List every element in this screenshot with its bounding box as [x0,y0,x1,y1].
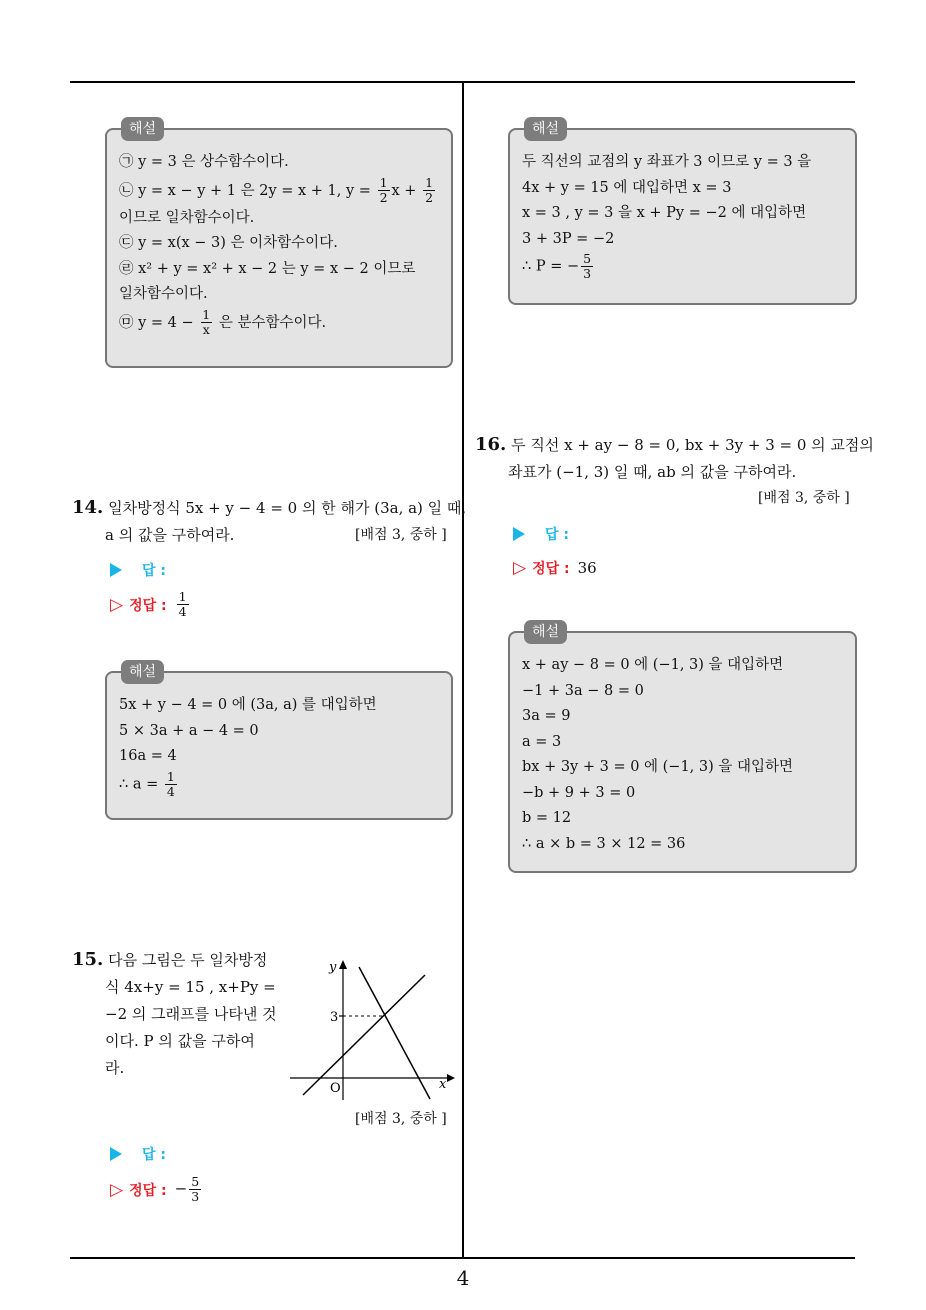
question-number: 16. [475,434,507,455]
solution-line: −1 + 3a − 8 = 0 [522,682,644,699]
solution-line: a = 3 [522,733,562,750]
solution-box-15 [508,121,857,305]
correct-answer: $\frac{1}{4}$ [178,589,187,619]
correct-answer-row-16 [513,558,597,578]
play-icon [110,563,122,577]
question-text: 식 4x+y = 15 , x+Py = [105,978,276,996]
solution-box-13 [105,121,453,368]
correct-label: 정답 : [129,1182,167,1199]
triangle-outline-icon: ▷ [110,1179,124,1200]
solution-line: b = 12 [522,810,572,826]
question-text: 라. [105,1059,125,1077]
points-badge: [배점 3, 중하 ] [758,490,850,506]
answer-row-16 [513,524,569,544]
solution-line: 3a = 9 [522,708,571,724]
solution-line: x = 3 , y = 3 을 x + Py = −2 에 대입하면 [522,205,807,221]
solution-line: x + ay − 8 = 0 에 (−1, 3) 을 대입하면 [522,657,784,673]
question-text: 두 직선 x + ay − 8 = 0, bx + 3y + 3 = 0 의 교점의 [511,436,874,454]
solution-line: 4x + y = 15 에 대입하면 x = 3 [522,179,732,196]
solution-line: ㉠ y = 3 은 상수함수이다. [119,154,289,170]
correct-label: 정답 : [129,597,167,614]
correct-answer: 36 [577,559,597,577]
question-number: 14. [72,497,104,518]
solution-tab: 해설 [121,117,164,141]
solution-box-16 [508,624,857,873]
solution-line: ㉡ y = x − y + 1 은 2y = x + 1, y = $\frac{1}{2}$ x + $\frac{1}{2}$ [119,175,434,205]
tick-label: 3 [330,1010,339,1025]
solution-line: 3 + 3P = −2 [522,230,615,247]
solution-line: 5x + y − 4 = 0 에 (3a, a) 를 대입하면 [119,697,377,713]
answer-label: 답 : [142,1147,166,1163]
correct-answer: − $\frac{5}{3}$ [174,1174,200,1204]
triangle-outline-icon: ▷ [110,594,124,615]
solution-line: 두 직선의 교점의 y 좌표가 3 이므로 y = 3 을 [522,154,812,170]
solution-line: 이므로 일차함수이다. [119,209,255,226]
solution-tab: 해설 [524,620,567,644]
question-text: −2 의 그래프를 나타낸 것 [105,1005,277,1023]
answer-label: 답 : [545,527,569,543]
answer-row-14 [110,560,166,580]
question-text: 일차방정식 5x + y − 4 = 0 의 한 해가 (3a, a) 일 때, [108,499,467,517]
triangle-outline-icon: ▷ [513,558,527,578]
graph-figure [285,955,455,1105]
correct-answer-row-15 [110,1175,203,1204]
column-divider [462,82,464,1258]
solution-tab: 해설 [524,117,567,141]
solution-line: bx + 3y + 3 = 0 에 (−1, 3) 을 대입하면 [522,759,794,775]
solution-tab: 해설 [121,660,164,684]
solution-line: ㉣ x² + y = x² + x − 2 는 y = x − 2 이므로 [119,260,416,277]
solution-line: 16a = 4 [119,748,177,764]
solution-line: ㉢ y = x(x − 3) 은 이차함수이다. [119,235,338,251]
question-15 [72,946,277,1082]
correct-answer-row-14 [110,590,191,619]
solution-line: 일차함수이다. [119,286,208,302]
y-axis-label: y [329,960,337,975]
question-text: a 의 값을 구하여라. [105,526,235,544]
question-text: 이다. P 의 값을 구하여 [105,1032,255,1050]
play-icon [513,527,525,541]
answer-label: 답 : [142,563,166,579]
fraction: $\frac{1}{x}$ [202,307,211,337]
question-number: 15. [72,949,104,970]
correct-label: 정답 : [532,561,570,577]
fraction: $\frac{1}{2}$ [425,175,434,205]
points-badge: [배점 3, 중하 ] [355,1111,447,1127]
question-text: 다음 그림은 두 일차방정 [108,951,268,969]
fraction: $\frac{1}{2}$ [379,175,388,205]
origin-label: O [330,1081,341,1096]
page-number: 4 [456,1266,470,1290]
solution-line: ㉤ y = 4 − $\frac{1}{x}$ 은 분수함수이다. [119,307,327,337]
solution-line: −b + 9 + 3 = 0 [522,784,636,801]
x-axis-label: x [439,1077,447,1092]
question-text: 좌표가 (−1, 3) 일 때, ab 의 값을 구하여라. [508,463,797,481]
bottom-rule [70,1257,855,1259]
answer-row-15 [110,1144,166,1164]
solution-line: ∴ a × b = 3 × 12 = 36 [522,835,686,852]
question-16 [475,431,874,486]
solution-line: 5 × 3a + a − 4 = 0 [119,722,259,739]
solution-box-14 [105,664,453,820]
solution-line: ∴ P = − $\frac{5}{3}$ [522,251,592,281]
play-icon [110,1147,122,1161]
solution-line: ∴ a = $\frac{1}{4}$ [119,768,175,799]
points-badge: [배점 3, 중하 ] [355,527,447,543]
